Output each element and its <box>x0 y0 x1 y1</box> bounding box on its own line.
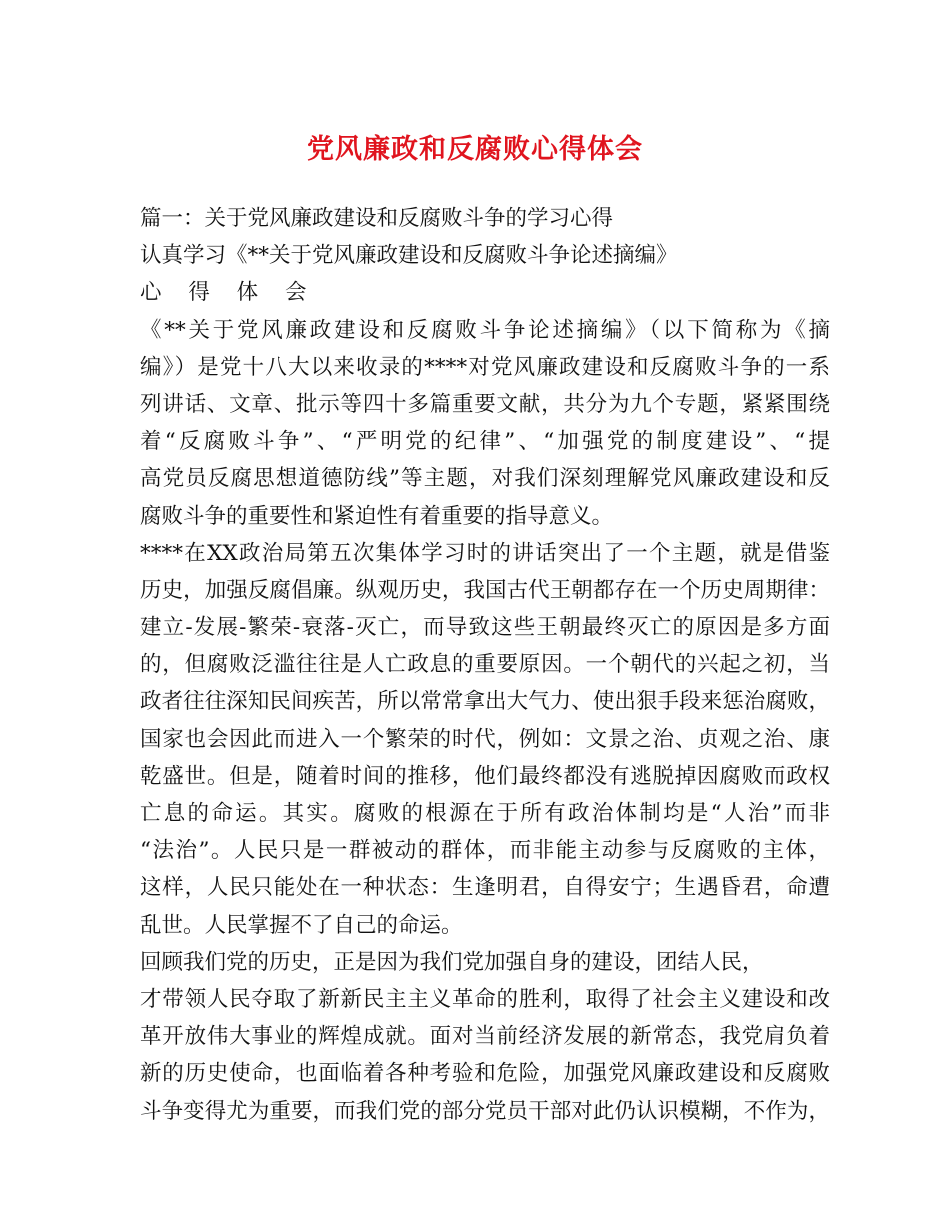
body-line: 高党员反腐思想道德防线”等主题，对我们深刻理解党风廉政建设和反 <box>140 466 830 492</box>
body-line: “法治”。人民只是一群被动的群体，而非能主动参与反腐败的主体， <box>140 838 830 864</box>
body-line: 乾盛世。但是，随着时间的推移，他们最终都没有逃脱掉因腐败而政权 <box>140 763 830 789</box>
body-line: 编》）是党十八大以来收录的****对党风廉政建设和反腐败斗争的一系 <box>140 354 830 380</box>
body-line: 认真学习《**关于党风廉政建设和反腐败斗争论述摘编》 <box>140 243 678 269</box>
body-line: 乱世。人民掌握不了自己的命运。 <box>140 912 463 938</box>
body-line: 斗争变得尤为重要，而我们党的部分党员干部对此仍认识模糊，不作为， <box>140 1098 830 1124</box>
body-line: 新的历史使命，也面临着各种考验和危险，加强党风廉政建设和反腐败 <box>140 1061 830 1087</box>
body-line: ****在XX政治局第五次集体学习时的讲话突出了一个主题，就是借鉴 <box>140 540 830 566</box>
body-line: 的，但腐败泛滥往往是人亡政息的重要原因。一个朝代的兴起之初，当 <box>140 652 830 678</box>
body-line: 回顾我们党的历史，正是因为我们党加强自身的建设，团结人民， <box>140 949 764 975</box>
document-body <box>140 200 830 1130</box>
body-line: 历史，加强反腐倡廉。纵观历史，我国古代王朝都存在一个历史周期律： <box>140 577 830 603</box>
body-line: 国家也会因此而进入一个繁荣的时代，例如：文景之治、贞观之治、康 <box>140 726 830 752</box>
body-line: 这样，人民只能处在一种状态：生逢明君，自得安宁；生遇昏君，命遭 <box>140 875 830 901</box>
body-line: 才带领人民夺取了新新民主主义革命的胜利，取得了社会主义建设和改 <box>140 986 830 1012</box>
body-line: 革开放伟大事业的辉煌成就。面对当前经济发展的新常态，我党肩负着 <box>140 1024 830 1050</box>
body-line: 心 得 体 会 <box>140 280 317 306</box>
document-title: 党风廉政和反腐败心得体会 <box>307 134 643 165</box>
body-line: 《**关于党风廉政建设和反腐败斗争论述摘编》（以下简称为《摘 <box>140 317 830 343</box>
body-line: 列讲话、文章、批示等四十多篇重要文献，共分为九个专题，紧紧围绕 <box>140 391 830 417</box>
body-line: 建立-发展-繁荣-衰落-灭亡，而导致这些王朝最终灭亡的原因是多方面 <box>140 615 830 641</box>
body-line: 篇一：关于党风廉政建设和反腐败斗争的学习心得 <box>140 206 614 231</box>
body-line: 政者往往深知民间疾苦，所以常常拿出大气力、使出狠手段来惩治腐败， <box>140 689 830 715</box>
body-line: 亡息的命运。其实。腐败的根源在于所有政治体制均是“人治”而非 <box>140 801 830 826</box>
body-line: 着“反腐败斗争”、“严明党的纪律”、“加强党的制度建设”、“提 <box>140 429 830 455</box>
body-line: 腐败斗争的重要性和紧迫性有着重要的指导意义。 <box>140 503 614 529</box>
